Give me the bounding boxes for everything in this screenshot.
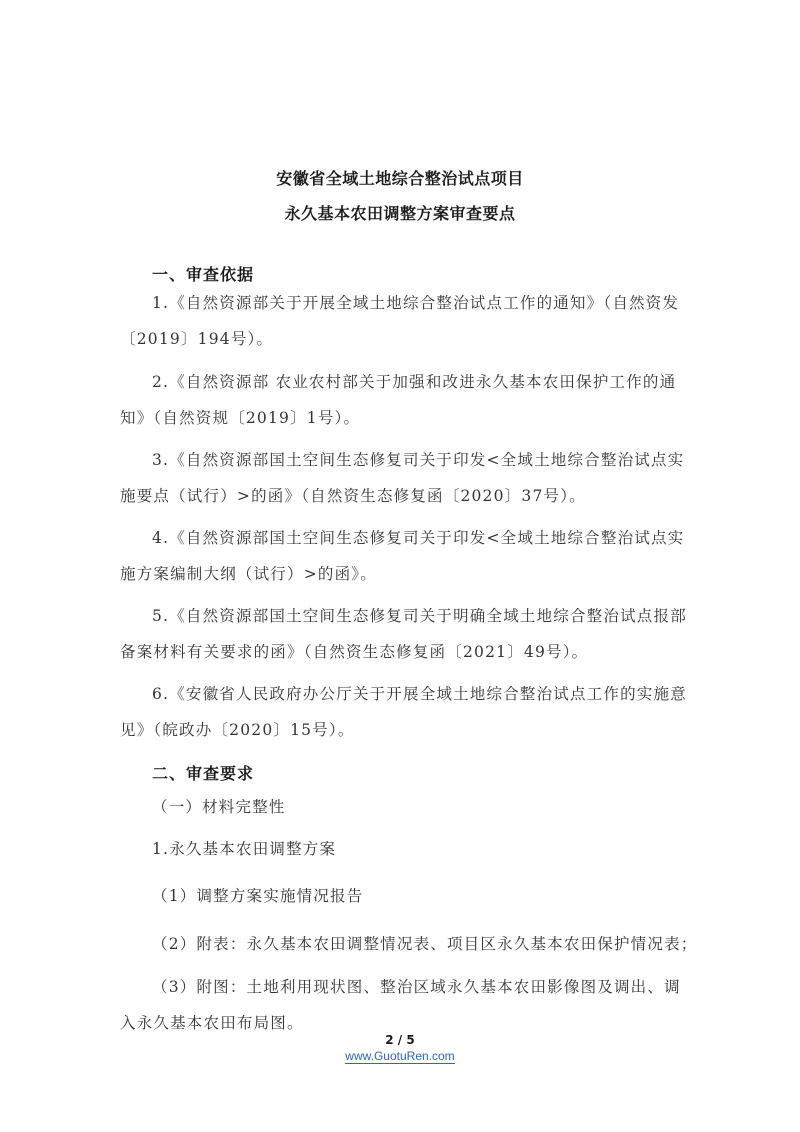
basis-item-5: 5.《自然资源部国土空间生态修复司关于明确全域土地综合整治试点报部备案材料有关要求的函》（自然资生态修复函〔2021〕49号）。 [120,607,687,661]
basis-item-2: 2.《自然资源部 农业农村部关于加强和改进永久基本农田保护工作的通知》（自然资规〔2019〕1号）。 [120,373,677,427]
requirement-item-1: 1.永久基本农田调整方案 [152,840,337,858]
requirement-sub-item-1: （1）调整方案实施情况报告 [152,887,364,905]
site-link[interactable] [0,1049,800,1063]
section-heading-basis: 一、审查依据 [152,265,255,284]
basis-item-3: 3.《自然资源部国土空间生态修复司关于印发<全域土地综合整治试点实施要点（试行）>的函》（自然资生态修复函〔2020〕37号）。 [120,451,685,505]
requirement-sub-item-2: （2）附表：永久基本农田调整情况表、项目区永久基本农田保护情况表； [152,935,698,953]
section-heading-requirements: 二、审查要求 [152,764,255,783]
subsection-material-completeness: （一）材料完整性 [152,798,286,816]
basis-item-1: 1.《自然资源部关于开展全域土地综合整治试点工作的通知》（自然资发〔2019〕194号）。 [120,294,680,348]
page-number: 2 / 5 [385,1033,415,1047]
basis-item-4: 4.《自然资源部国土空间生态修复司关于印发<全域土地综合整治试点实施方案编制大纲（试行）>的函》。 [120,529,685,583]
document-title-line-2: 永久基本农田调整方案审查要点 [284,204,516,223]
site-link-text: www.GuotuRen.com [345,1049,455,1063]
requirement-sub-item-3: （3）附图：土地利用现状图、整治区域永久基本农田影像图及调出、调入永久基本农田布局图。 [120,978,681,1032]
document-title-line-1: 安徽省全域土地综合整治试点项目 [276,169,524,188]
basis-item-6: 6.《安徽省人民政府办公厅关于开展全域土地综合整治试点工作的实施意见》（皖政办〔2020〕15号）。 [120,685,687,739]
